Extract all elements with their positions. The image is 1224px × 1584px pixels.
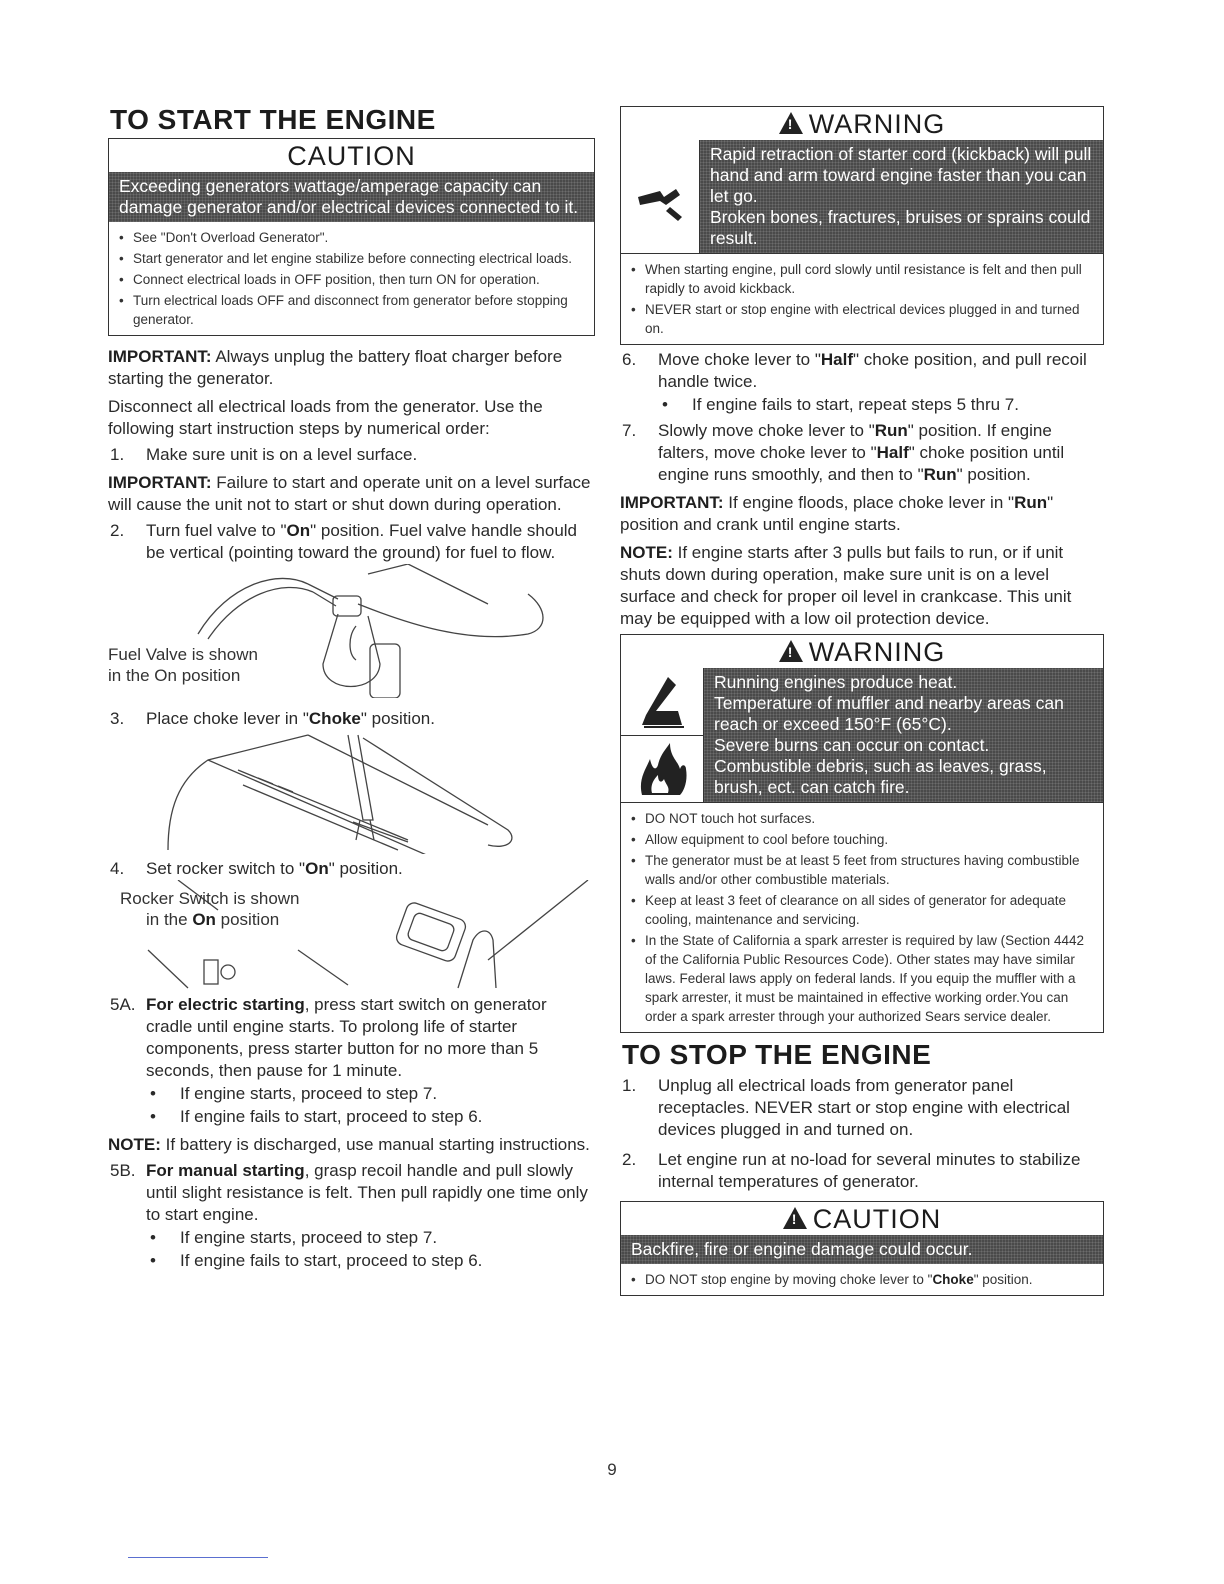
step-6: 6. Move choke lever to "Half" choke position, and pull recoil handle twice. <box>622 350 1087 391</box>
fire-icon <box>621 735 703 803</box>
caution-box-stop <box>620 1201 1104 1296</box>
list-item: • Turn electrical loads OFF and disconnect from generator before stopping generator. <box>119 291 586 329</box>
note-paragraph: NOTE: If engine starts after 3 pulls but fails to run, or if unit shuts down during operation, make sure unit is on a level surface and check for proper oil level in crankcase. This unit may be equipped with a low oil protection device. <box>620 543 1072 628</box>
list-item: • Connect electrical loads in OFF position, then turn ON for operation. <box>119 270 586 289</box>
kickback-hand-icon <box>621 140 699 253</box>
step-5b: 5B. For manual starting, grasp recoil handle and pull slowly until slight resistance is felt. Then pull rapidly one time only to start engine. <box>110 1161 588 1224</box>
step-3: 3. Place choke lever in "Choke" position. <box>110 709 435 728</box>
list-item: • If engine fails to start, proceed to step 6. <box>108 1249 595 1272</box>
fuel-valve-figure <box>108 564 595 698</box>
alert-triangle-icon <box>779 112 803 134</box>
warning-title: !WARNING <box>621 635 1103 668</box>
caution-list <box>621 1264 1103 1295</box>
heat-icon-panel <box>621 668 704 802</box>
step-7: 7. Slowly move choke lever to "Run" position. If engine falters, move choke lever to "Half" choke position until engine runs smoothly, and then to "Run" position. <box>622 421 1065 484</box>
important-paragraph: IMPORTANT: If engine floods, place choke lever in "Run" position and crank until engine starts. <box>620 493 1054 534</box>
warning-list <box>621 802 1103 1032</box>
choke-lever-figure <box>108 730 595 854</box>
caution-banner: Backfire, fire or engine damage could occur. <box>621 1235 1103 1264</box>
warning-box-heat <box>620 634 1104 1033</box>
list-item: • When starting engine, pull cord slowly until resistance is felt and then pull rapidly to avoid kickback. <box>631 260 1095 298</box>
list-item: • The generator must be at least 5 feet from structures having combustible walls and/or other combustible materials. <box>631 851 1095 889</box>
list-item: • Start generator and let engine stabilize before connecting electrical loads. <box>119 249 586 268</box>
step-1: 1. Make sure unit is on a level surface. <box>110 445 418 464</box>
stop-step-1: 1. Unplug all electrical loads from generator panel receptacles. NEVER start or stop engine with electrical devices plugged in and turned on. <box>622 1076 1070 1139</box>
stop-step-2: 2. Let engine run at no-load for several minutes to stabilize internal temperatures of generator. <box>622 1150 1081 1191</box>
caution-list <box>109 222 594 335</box>
rocker-switch-figure <box>108 880 595 990</box>
rocker-switch-caption: Rocker Switch is shown in the On position <box>120 889 300 929</box>
right-column <box>620 106 1104 1296</box>
important-paragraph: IMPORTANT: Failure to start and operate unit on a level surface will cause the unit not to start or shut down during operation. <box>108 473 591 514</box>
warning-banner: Rapid retraction of starter cord (kickback) will pull hand and arm toward engine faster than you can let go. Broken bones, fractures, bruises or sprains could result. <box>700 140 1103 253</box>
caution-title: !CAUTION <box>621 1202 1103 1235</box>
hot-surface-icon <box>621 668 703 735</box>
list-item: • DO NOT touch hot surfaces. <box>631 809 1095 828</box>
list-item: • In the State of California a spark arrester is required by law (Section 4442 of the California Public Resources Code). Other states may have similar laws. Federal laws apply on federal lands. If you equip the muffler with a spark arrester, it must be maintained in effective working order.You can order a spark arrester through your authorized Sears service dealer. <box>631 931 1095 1026</box>
list-item: • Allow equipment to cool before touching. <box>631 830 1095 849</box>
list-item: • If engine fails to start, proceed to step 6. <box>108 1105 595 1128</box>
list-item: • If engine fails to start, repeat steps 5 thru 7. <box>620 393 1104 416</box>
step-2: 2. Turn fuel valve to "On" position. Fuel valve handle should be vertical (pointing toward the ground) for fuel to flow. <box>110 521 578 562</box>
list-item: • If engine starts, proceed to step 7. <box>108 1082 595 1105</box>
list-item: • DO NOT stop engine by moving choke lever to "Choke" position. <box>631 1270 1095 1289</box>
caution-title: CAUTION <box>287 141 416 171</box>
section-heading-stop: TO STOP THE ENGINE <box>622 1039 932 1070</box>
list-item: • If engine starts, proceed to step 7. <box>108 1226 595 1249</box>
section-heading-start: TO START THE ENGINE <box>110 104 436 135</box>
footer-rule <box>128 1557 268 1558</box>
warning-list <box>621 253 1103 344</box>
warning-title: !WARNING <box>621 107 1103 140</box>
step-4: 4. Set rocker switch to "On" position. <box>110 859 403 878</box>
kickback-icon-panel <box>621 140 700 253</box>
alert-triangle-icon <box>783 1207 807 1229</box>
list-item: • See "Don't Overload Generator". <box>119 228 586 247</box>
fuel-valve-caption: Fuel Valve is shown in the On position <box>108 645 258 685</box>
caution-banner: Exceeding generators wattage/amperage capacity can damage generator and/or electrical devices connected to it. <box>109 172 594 222</box>
list-item: • NEVER start or stop engine with electrical devices plugged in and turned on. <box>631 300 1095 338</box>
choke-lever-illustration <box>108 730 595 854</box>
left-column <box>108 96 595 1272</box>
step-5a: 5A. For electric starting, press start switch on generator cradle until engine starts. To prolong life of starter components, press starter button for no more than 5 seconds, then pause for 1 minute. <box>110 995 547 1080</box>
page-number: 9 <box>607 1460 617 1479</box>
important-paragraph: IMPORTANT: Always unplug the battery float charger before starting the generator. <box>108 347 563 388</box>
disconnect-paragraph: Disconnect all electrical loads from the generator. Use the following start instruction steps by numerical order: <box>108 397 543 438</box>
list-item: • Keep at least 3 feet of clearance on all sides of generator for adequate cooling, maintenance and servicing. <box>631 891 1095 929</box>
warning-banner: Running engines produce heat. Temperature of muffler and nearby areas can reach or exceed 150°F (65°C). Severe burns can occur on contact. Combustible debris, such as leaves, grass, brush, ect. can catch fire. <box>704 668 1103 802</box>
caution-box <box>108 138 595 336</box>
warning-box-kickback <box>620 106 1104 345</box>
alert-triangle-icon <box>779 640 803 662</box>
note-paragraph: NOTE: If battery is discharged, use manual starting instructions. <box>108 1135 590 1154</box>
